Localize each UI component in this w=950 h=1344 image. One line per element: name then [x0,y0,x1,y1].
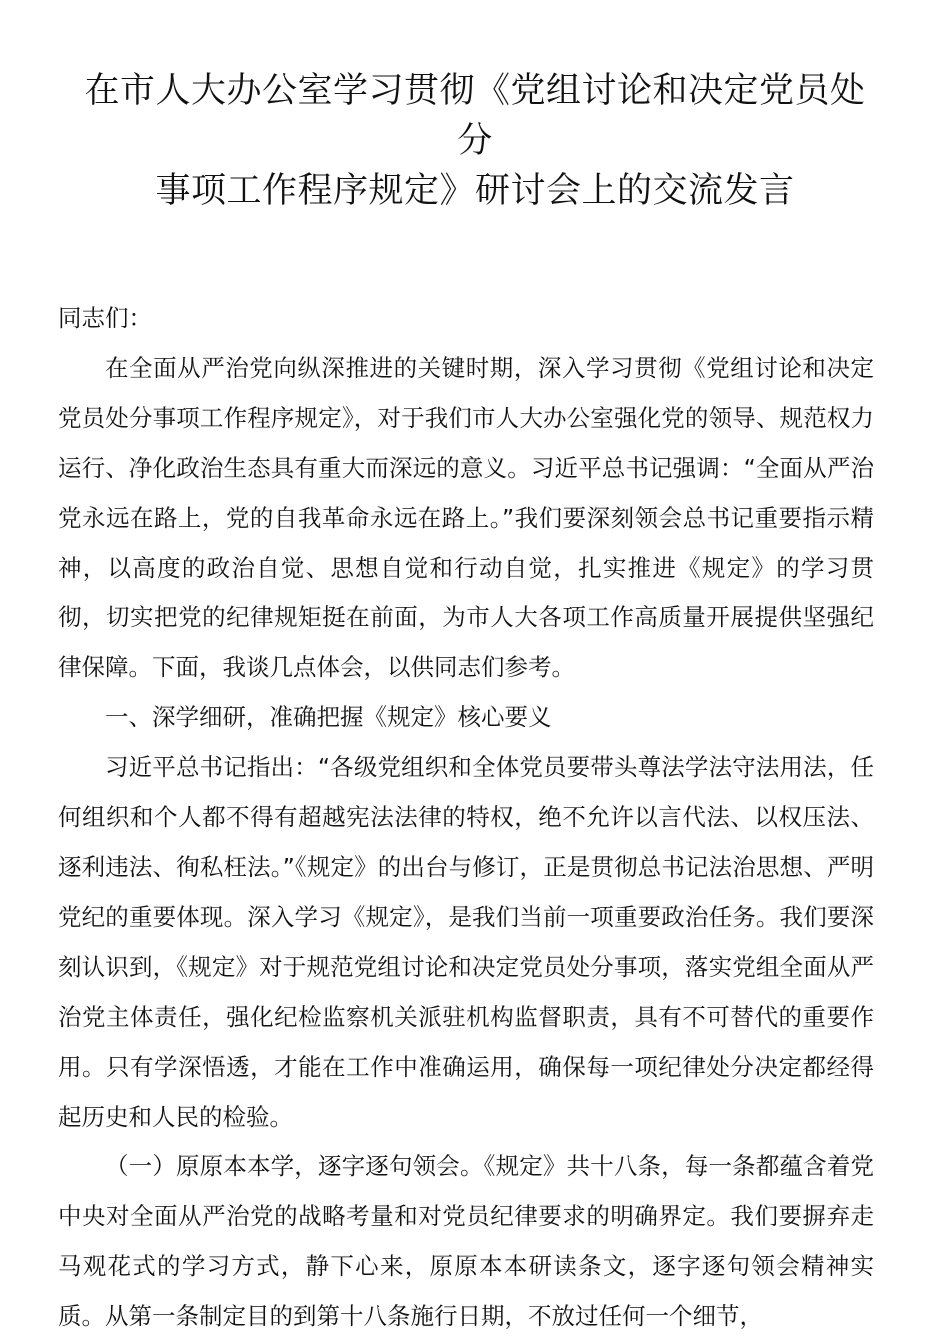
paragraph-subsection-1: （一）原原本本学，逐字逐句领会。《规定》共十八条，每一条都蕴含着党中央对全面从严治党的战略考量和对党员纪律要求的明确界定。我们要摒弃走马观花式的学习方式，静下心来，原原本本研读条文，逐字逐句领会精神实质。从第一条制定目的到第十八条施行日期，不放过任何一个细节， [58,1152,874,1331]
section-heading-1: 一、深学细研，准确把握《规定》核心要义 [105,703,552,732]
paragraph-section-1: 习近平总书记指出：“各级党组织和全体党员要带头尊法学法守法用法，任何组织和个人都不得有超越宪法法律的特权，绝不允许以言代法、以权压法、逐利违法、徇私枉法。”《规定》的出台与修订，正是贯彻总书记法治思想、严明党纪的重要体现。深入学习《规定》，是我们当前一项重要政治任务。我们要深刻认识到，《规定》对于规范党组讨论和决定党员处分事项，落实党组全面从严治党主体责任，强化纪检监察机关派驻机构监督职责，具有不可替代的重要作用。只有学深悟透，才能在工作中准确运用，确保每一项纪律处分决定都经得起历史和人民的检验。 [58,753,874,1131]
title-line-2: 事项工作程序规定》研讨会上的交流发言 [155,171,795,211]
salutation: 同志们： [58,304,152,332]
document-body [58,294,874,1342]
title-line-1: 在市人大办公室学习贯彻《党组讨论和决定党员处分 [84,71,866,161]
paragraph-intro: 在全面从严治党向纵深推进的关键时期，深入学习贯彻《党组讨论和决定党员处分事项工作程序规定》，对于我们市人大办公室强化党的领导、规范权力运行、净化政治生态具有重大而深远的意义。习近平总书记强调：“全面从严治党永远在路上，党的自我革命永远在路上。”我们要深刻领会总书记重要指示精神，以高度的政治自觉、思想自觉和行动自觉，扎实推进《规定》的学习贯彻，切实把党的纪律规矩挺在前面，为市人大各项工作高质量开展提供坚强纪律保障。下面，我谈几点体会，以供同志们参考。 [58,353,874,682]
document-title [58,66,874,216]
